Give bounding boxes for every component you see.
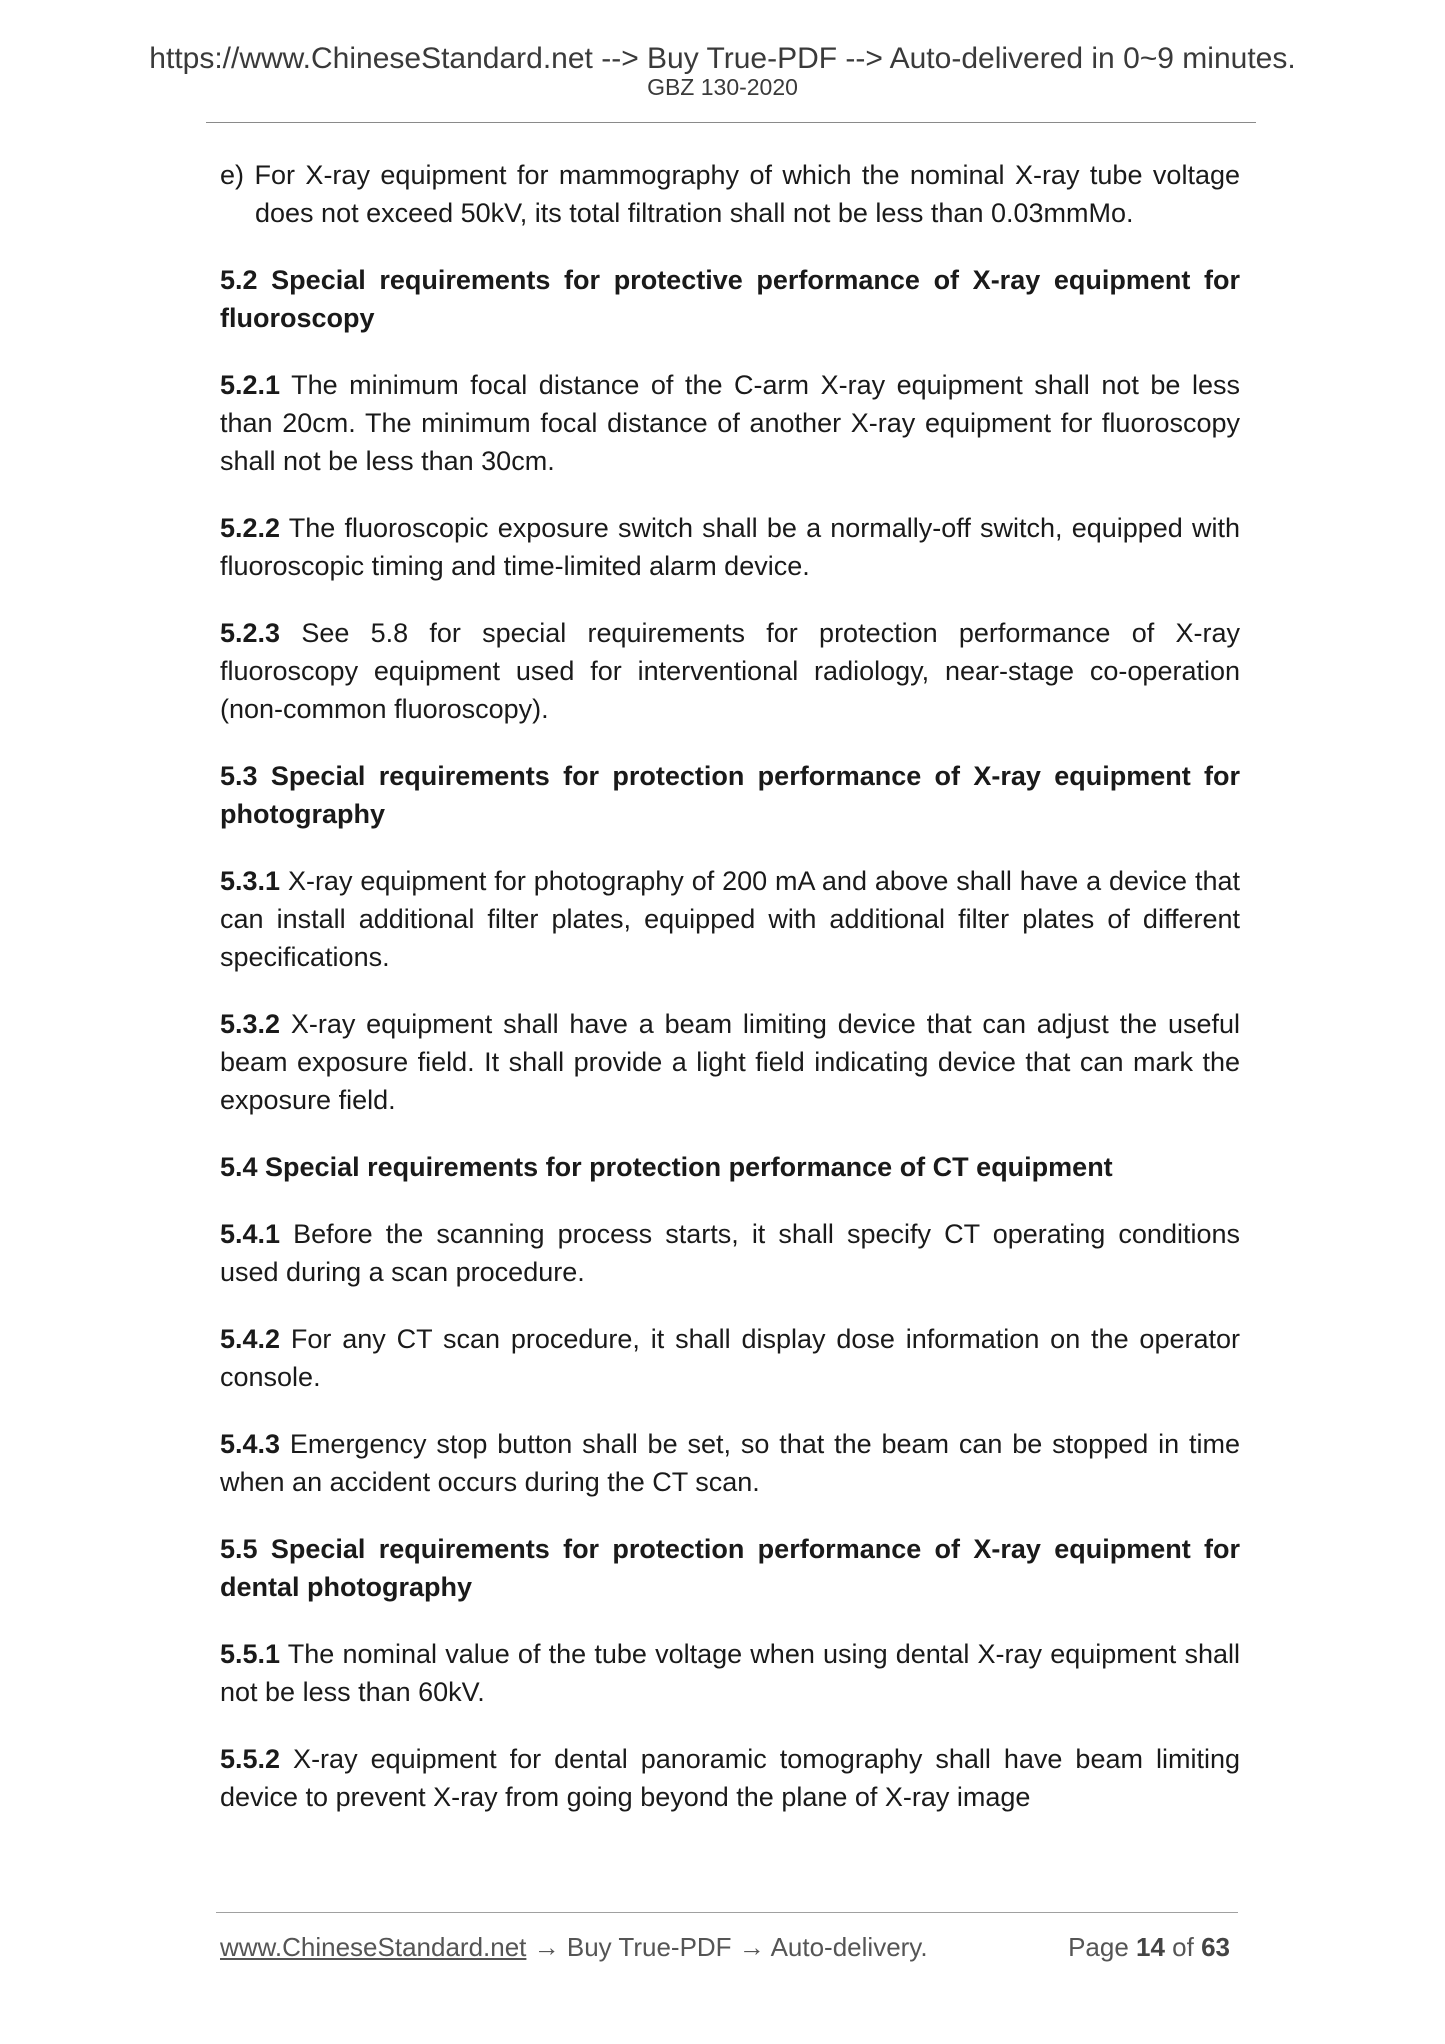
section-heading-5-4: 5.4 Special requirements for protection performance of CT equipment xyxy=(220,1152,1113,1182)
clause-5-2-2 xyxy=(220,509,1240,585)
clause-5-3-1 xyxy=(220,862,1240,976)
clause-number: 5.4.1 xyxy=(220,1219,281,1249)
footer-divider xyxy=(216,1912,1238,1913)
clause-number: 5.2.1 xyxy=(220,370,281,400)
list-item-e: e) For X-ray equipment for mammography of which the nominal X-ray tube voltage does not exceed 50kV, its total filtration shall not be less than 0.03mmMo. xyxy=(220,160,1240,228)
page-total: 63 xyxy=(1201,1932,1230,1962)
page-current: 14 xyxy=(1136,1932,1165,1962)
header-divider xyxy=(206,122,1256,123)
page-label: Page xyxy=(1068,1932,1137,1962)
clause-5-5-1 xyxy=(220,1635,1240,1711)
clause-number: 5.3.1 xyxy=(220,866,281,896)
page-content xyxy=(220,156,1240,1845)
clause-5-5-2 xyxy=(220,1740,1240,1816)
document-code: GBZ 130-2020 xyxy=(647,74,798,100)
clause-number: 5.4.3 xyxy=(220,1429,281,1459)
page-indicator xyxy=(1068,1932,1230,1963)
clause-text: The minimum focal distance of the C-arm X-ray equipment shall not be less than 20cm. The minimum focal distance of another X-ray equipment for fluoroscopy shall not be less than 30cm. xyxy=(220,370,1240,476)
clause-text: The fluoroscopic exposure switch shall be a normally-off switch, equipped with fluoroscopic timing and time-limited alarm device. xyxy=(220,513,1240,581)
clause-text: Emergency stop button shall be set, so that the beam can be stopped in time when an accident occurs during the CT scan. xyxy=(220,1429,1240,1497)
page-footer xyxy=(220,1932,1230,1963)
clause-5-2-1 xyxy=(220,366,1240,480)
clause-5-4-1 xyxy=(220,1215,1240,1291)
clause-number: 5.2.3 xyxy=(220,618,281,648)
footer-tagline: → Buy True-PDF → Auto-delivery. xyxy=(526,1932,928,1962)
clause-number: 5.3.2 xyxy=(220,1009,281,1039)
clause-5-3-2 xyxy=(220,1005,1240,1119)
clause-number: 5.5.2 xyxy=(220,1744,281,1774)
clause-text: The nominal value of the tube voltage when using dental X-ray equipment shall not be less than 60kV. xyxy=(220,1639,1240,1707)
clause-text: X-ray equipment for dental panoramic tomography shall have beam limiting device to prevent X-ray from going beyond the plane of X-ray image xyxy=(220,1744,1240,1812)
clause-number: 5.4.2 xyxy=(220,1324,281,1354)
section-heading-5-3: 5.3 Special requirements for protection performance of X-ray equipment for photography xyxy=(220,761,1240,829)
clause-number: 5.2.2 xyxy=(220,513,281,543)
clause-text: X-ray equipment shall have a beam limiting device that can adjust the useful beam exposure field. It shall provide a light field indicating device that can mark the exposure field. xyxy=(220,1009,1240,1115)
clause-5-4-3 xyxy=(220,1425,1240,1501)
clause-text: See 5.8 for special requirements for protection performance of X-ray fluoroscopy equipment used for interventional radiology, near-stage co-operation (non-common fluoroscopy). xyxy=(220,618,1240,724)
clause-text: X-ray equipment for photography of 200 mA and above shall have a device that can install additional filter plates, equipped with additional filter plates of different specifications. xyxy=(220,866,1240,972)
clause-5-2-3 xyxy=(220,614,1240,728)
page-of: of xyxy=(1164,1932,1202,1962)
clause-5-4-2 xyxy=(220,1320,1240,1396)
top-banner: https://www.ChineseStandard.net --> Buy True-PDF --> Auto-delivered in 0~9 minutes. xyxy=(149,42,1296,75)
section-heading-5-5: 5.5 Special requirements for protection performance of X-ray equipment for dental photography xyxy=(220,1534,1240,1602)
clause-text: For any CT scan procedure, it shall display dose information on the operator console. xyxy=(220,1324,1240,1392)
site-link[interactable]: www.ChineseStandard.net xyxy=(220,1932,527,1962)
clause-text: Before the scanning process starts, it shall specify CT operating conditions used during a scan procedure. xyxy=(220,1219,1240,1287)
section-heading-5-2: 5.2 Special requirements for protective performance of X-ray equipment for fluoroscopy xyxy=(220,265,1240,333)
clause-number: 5.5.1 xyxy=(220,1639,281,1669)
